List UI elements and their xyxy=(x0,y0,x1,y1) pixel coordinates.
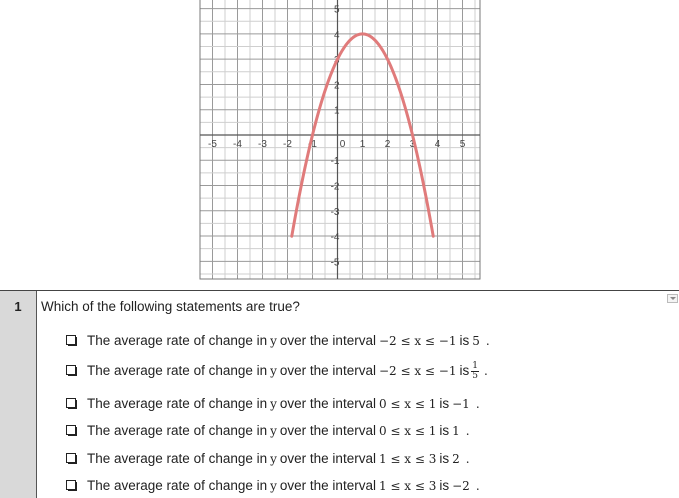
x-tick-label: 3 xyxy=(409,138,416,150)
fraction-numerator: 1 xyxy=(472,361,478,371)
option-value: 1 xyxy=(452,424,460,438)
option-6[interactable] xyxy=(66,478,483,493)
y-tick-label: 4 xyxy=(333,29,340,41)
option-is: is xyxy=(439,451,450,466)
option-period: . xyxy=(475,479,480,493)
y-tick-label: 1 xyxy=(333,105,340,117)
option-interval: 0 ≤ x ≤ 1 xyxy=(378,397,437,411)
option-prefix: The average rate of change in xyxy=(87,396,268,411)
option-interval: 0 ≤ x ≤ 1 xyxy=(378,424,437,438)
option-period: . xyxy=(485,334,490,348)
option-value: −1 xyxy=(452,397,470,411)
option-period: . xyxy=(483,364,488,379)
option-is: is xyxy=(459,333,470,348)
x-tick-label: -3 xyxy=(258,138,267,150)
y-tick-label: 2 xyxy=(333,80,340,92)
option-prefix: The average rate of change in xyxy=(87,478,268,493)
fraction-denominator: 5 xyxy=(472,371,478,381)
option-variable: y xyxy=(270,424,277,438)
x-tick-label: 4 xyxy=(434,138,441,150)
option-interval: −2 ≤ x ≤ −1 xyxy=(378,364,457,379)
y-tick-label: -5 xyxy=(330,257,340,269)
option-prefix: The average rate of change in xyxy=(87,333,268,348)
option-mid: over the interval xyxy=(279,451,376,466)
x-tick-label: -4 xyxy=(233,138,242,150)
checkbox-icon[interactable] xyxy=(66,365,77,376)
option-5[interactable] xyxy=(66,451,473,466)
checkbox-icon[interactable] xyxy=(66,398,77,409)
option-fraction xyxy=(471,362,479,381)
option-is: is xyxy=(439,423,450,438)
x-tick-label: 1 xyxy=(359,138,366,150)
option-interval: 1 ≤ x ≤ 3 xyxy=(378,452,437,466)
option-prefix: The average rate of change in xyxy=(87,451,268,466)
x-tick-label: 2 xyxy=(384,138,391,150)
option-variable: y xyxy=(270,397,277,411)
y-tick-label: 3 xyxy=(333,55,340,67)
option-period: . xyxy=(465,452,470,466)
option-4[interactable] xyxy=(66,423,473,438)
x-tick-label: -1 xyxy=(308,138,317,150)
option-interval: −2 ≤ x ≤ −1 xyxy=(378,334,457,348)
y-tick-label: -4 xyxy=(330,232,340,244)
x-tick-label: -5 xyxy=(208,138,217,150)
option-period: . xyxy=(465,424,470,438)
collapse-toggle-button[interactable] xyxy=(667,294,678,303)
question-section xyxy=(0,290,679,498)
option-mid: over the interval xyxy=(279,478,376,493)
checkbox-icon[interactable] xyxy=(66,453,77,464)
question-number: 1 xyxy=(14,299,22,314)
option-value: −2 xyxy=(452,479,470,493)
y-tick-label: 5 xyxy=(333,4,340,16)
option-period: . xyxy=(475,397,480,411)
option-value: 5 xyxy=(472,334,480,348)
option-is: is xyxy=(439,478,450,493)
option-variable: y xyxy=(270,334,277,348)
option-mid: over the interval xyxy=(279,423,376,438)
option-is: is xyxy=(439,396,450,411)
y-tick-label: -2 xyxy=(330,181,340,193)
option-mid: over the interval xyxy=(279,363,376,379)
option-interval: 1 ≤ x ≤ 3 xyxy=(378,479,437,493)
x-tick-label: 5 xyxy=(459,138,466,150)
option-is: is xyxy=(459,363,470,379)
option-variable: y xyxy=(270,452,277,466)
y-tick-label: -1 xyxy=(330,156,340,168)
option-1[interactable] xyxy=(66,333,493,348)
checkbox-icon[interactable] xyxy=(66,425,77,436)
x-tick-label: 0 xyxy=(339,138,346,150)
option-3[interactable] xyxy=(66,396,483,411)
option-2[interactable] xyxy=(66,362,491,381)
option-variable: y xyxy=(270,364,277,379)
option-variable: y xyxy=(270,479,277,493)
option-prefix: The average rate of change in xyxy=(87,363,268,379)
checkbox-icon[interactable] xyxy=(66,480,77,491)
option-value: 2 xyxy=(452,452,460,466)
option-prefix: The average rate of change in xyxy=(87,423,268,438)
y-tick-label: -3 xyxy=(330,206,340,218)
question-prompt: Which of the following statements are true? xyxy=(41,299,300,314)
checkbox-icon[interactable] xyxy=(66,335,77,346)
question-number-gutter xyxy=(0,291,37,498)
option-mid: over the interval xyxy=(279,333,376,348)
option-mid: over the interval xyxy=(279,396,376,411)
x-tick-label: -2 xyxy=(283,138,292,150)
